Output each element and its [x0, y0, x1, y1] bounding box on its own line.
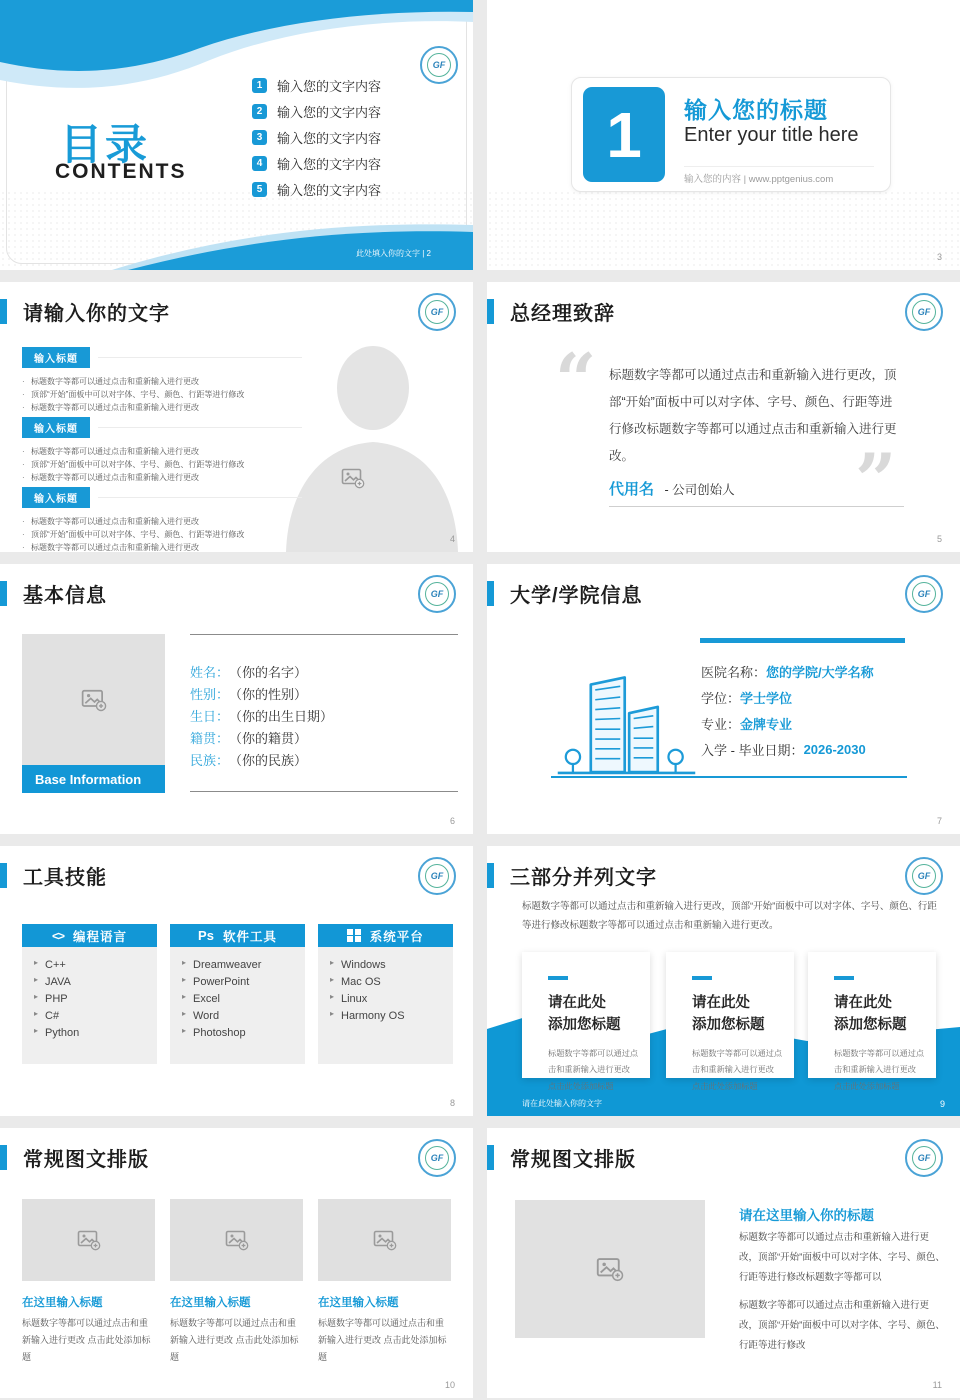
gallery-item — [170, 1199, 303, 1366]
slide-footer-text: 此处填入你的文字 | 2 — [356, 249, 431, 258]
skill-item: ▸ C++ — [34, 957, 157, 974]
skill-column-header — [170, 924, 305, 947]
slide-title: 工具技能 — [23, 867, 107, 889]
toc-list — [252, 72, 381, 202]
photo-placeholder[interactable] — [22, 634, 165, 765]
gallery-item-title: 在这里输入标题 — [22, 1297, 103, 1309]
skill-item: ▸ PHP — [34, 991, 157, 1008]
info-field-list — [190, 660, 333, 770]
divider-line — [190, 634, 458, 635]
card-title-line2: 添加您标题 — [548, 1017, 621, 1034]
content-heading: 请在这里输入你的标题 — [739, 1208, 874, 1223]
info-field-list — [701, 658, 874, 762]
quote-attribution — [609, 478, 735, 499]
open-quote-icon: “ — [555, 337, 597, 422]
field-value: 您的学院/大学名称 — [766, 664, 874, 680]
text-group — [22, 487, 302, 552]
card-accent-dash — [834, 976, 854, 980]
toc-number-badge: 2 — [252, 104, 267, 119]
text-group — [22, 417, 302, 485]
image-placeholder[interactable] — [515, 1200, 705, 1338]
toc-number-badge: 5 — [252, 182, 267, 197]
toc-number-badge: 1 — [252, 78, 267, 93]
school-logo-icon — [418, 857, 456, 895]
slide-thumbnail-three-parts[interactable] — [487, 846, 960, 1116]
info-row — [190, 748, 333, 770]
toc-label: 输入您的文字内容 — [277, 104, 382, 120]
page-number: 5 — [936, 534, 942, 544]
logo-monogram: GF — [912, 582, 936, 606]
content-paragraph: 标题数字等都可以通过点击和重新输入进行更改，顶部“开始”面板中可以对字体、字号、颜色、行距等进行修改 — [739, 1300, 945, 1351]
toc-label: 输入您的文字内容 — [277, 156, 382, 172]
content-card[interactable] — [808, 952, 936, 1091]
logo-monogram: GF — [912, 1146, 936, 1170]
section-title-en: Enter your title here — [684, 124, 859, 146]
card-body: 标题数字等都可以通过点击和重新输入进行更改 点击此处添加标题 — [548, 1048, 639, 1091]
toc-title-cn: 目录 — [60, 121, 151, 168]
title-accent-bar — [0, 1145, 7, 1170]
toc-number-badge: 4 — [252, 156, 267, 171]
group-chip: 输入标题 — [22, 487, 90, 508]
skill-item: ▸ Excel — [182, 991, 305, 1008]
skill-column-platforms — [318, 924, 453, 1064]
title-accent-bar — [487, 863, 494, 888]
slide-title: 总经理致辞 — [510, 303, 615, 325]
skill-column-header — [22, 924, 157, 947]
field-label: 入学 - 毕业日期： — [701, 742, 804, 758]
skill-header-label: 编程语言 — [73, 929, 128, 944]
slide-thumbnail-college-info[interactable] — [487, 564, 960, 834]
logo-monogram: GF — [912, 864, 936, 888]
content-card[interactable] — [522, 952, 650, 1091]
content-card[interactable] — [666, 952, 794, 1091]
logo-monogram: GF — [425, 864, 449, 888]
image-placeholder-icon — [81, 687, 107, 713]
bullet: · 顶部“开始”面板中可以对字体、字号、颜色、行距等进行修改 — [22, 388, 302, 401]
card-accent-dash — [548, 976, 568, 980]
bullet-list — [22, 445, 302, 485]
author-role: - 公司创始人 — [664, 483, 735, 497]
page-number: 4 — [449, 534, 455, 544]
slide-title: 三部分并列文字 — [510, 867, 657, 889]
section-subtitle: 输入您的内容 | www.pptgenius.com — [684, 166, 874, 185]
field-label: 学位： — [701, 690, 741, 706]
field-label: 籍贯： — [190, 730, 230, 746]
skill-column-programming — [22, 924, 157, 1064]
field-value: （你的性别） — [229, 686, 308, 702]
logo-monogram: GF — [425, 582, 449, 606]
school-logo-icon — [905, 857, 943, 895]
bullet: · 标题数字等都可以通过点击和重新输入进行更改 — [22, 515, 302, 528]
gallery-item-title: 在这里输入标题 — [170, 1297, 251, 1309]
image-placeholder-icon — [341, 466, 365, 490]
image-placeholder-icon — [596, 1255, 624, 1283]
slide-thumbnail-gallery[interactable] — [0, 1128, 473, 1398]
info-row — [190, 660, 333, 682]
section-number: 1 — [583, 87, 665, 182]
toc-number-badge: 3 — [252, 130, 267, 145]
skill-item: ▸ C# — [34, 1008, 157, 1025]
toc-item[interactable] — [252, 150, 381, 176]
gallery-item-body: 标题数字等都可以通过点击和重新输入进行更改 点击此处添加标题 — [22, 1318, 151, 1363]
slide-thumbnail-basic-info[interactable] — [0, 564, 473, 834]
gallery-item-body: 标题数字等都可以通过点击和重新输入进行更改 点击此处添加标题 — [170, 1318, 299, 1363]
slide-title: 常规图文排版 — [23, 1149, 149, 1171]
image-placeholder-icon — [77, 1228, 101, 1252]
school-logo-icon — [418, 1139, 456, 1177]
card-title — [548, 992, 640, 1037]
gallery-item — [22, 1199, 155, 1366]
dot-texture — [487, 190, 960, 270]
logo-monogram: GF — [912, 300, 936, 324]
image-placeholder[interactable] — [22, 1199, 155, 1281]
slide-thumbnail-image-text[interactable] — [487, 1128, 960, 1398]
top-wave-decoration — [0, 0, 473, 120]
card-title — [692, 992, 784, 1037]
gallery-item-body: 标题数字等都可以通过点击和重新输入进行更改 点击此处添加标题 — [318, 1318, 447, 1363]
skill-list — [170, 947, 305, 1064]
card-body: 标题数字等都可以通过点击和重新输入进行更改 点击此处添加标题 — [692, 1048, 783, 1091]
info-row — [190, 704, 333, 726]
card-title-line1: 请在此处 — [692, 995, 750, 1011]
field-value: （你的出生日期） — [229, 708, 334, 724]
toc-item[interactable] — [252, 124, 381, 150]
skill-item: ▸ Dreamweaver — [182, 957, 305, 974]
image-placeholder[interactable] — [170, 1199, 303, 1281]
bullet: · 标题数字等都可以通过点击和重新输入进行更改 — [22, 375, 302, 388]
bullet: · 标题数字等都可以通过点击和重新输入进行更改 — [22, 471, 302, 484]
group-chip: 输入标题 — [22, 417, 90, 438]
info-row — [701, 658, 874, 684]
group-chip: 输入标题 — [22, 347, 90, 368]
divider-line — [190, 791, 458, 792]
toc-item[interactable] — [252, 72, 381, 98]
skill-list — [318, 947, 453, 1064]
info-row — [190, 726, 333, 748]
card-title — [834, 992, 926, 1037]
logo-monogram: GF — [425, 1146, 449, 1170]
school-logo-icon — [905, 293, 943, 331]
card-accent-dash — [692, 976, 712, 980]
skill-header-label: 软件工具 — [222, 929, 277, 944]
skill-item: ▸ Windows — [330, 957, 453, 974]
info-row — [190, 682, 333, 704]
intro-paragraph: 标题数字等都可以通过点击和重新输入进行更改，顶部“开始”面板中可以对字体、字号、颜色、行距等进行修改标题数字等都可以通过点击和重新输入进行更改。 — [522, 901, 937, 931]
page-number: 7 — [936, 816, 942, 826]
school-logo-icon — [418, 293, 456, 331]
info-row — [701, 684, 874, 710]
bullet: · 标题数字等都可以通过点击和重新输入进行更改 — [22, 445, 302, 458]
title-accent-bar — [0, 581, 7, 606]
close-quote-icon: ” — [855, 437, 897, 522]
field-label: 民族： — [190, 752, 230, 768]
accent-line — [551, 776, 907, 778]
toc-label: 输入您的文字内容 — [277, 78, 382, 94]
page-number: 3 — [936, 252, 942, 262]
card-title-line1: 请在此处 — [548, 995, 606, 1011]
skill-column-header — [318, 924, 453, 947]
skill-item: ▸ Harmony OS — [330, 1008, 453, 1025]
bullet: · 标题数字等都可以通过点击和重新输入进行更改 — [22, 401, 302, 414]
image-placeholder[interactable] — [318, 1199, 451, 1281]
toc-label: 输入您的文字内容 — [277, 130, 382, 146]
skill-column-software — [170, 924, 305, 1064]
section-title-cn: 输入您的标题 — [684, 97, 828, 123]
bullet-list — [22, 375, 302, 415]
field-label: 性别： — [190, 686, 230, 702]
slide-title: 基本信息 — [23, 585, 107, 607]
windows-icon — [347, 929, 361, 943]
slide-thumbnail-toc[interactable] — [0, 0, 473, 270]
section-title-card — [571, 77, 891, 192]
slide-title: 请输入你的文字 — [23, 303, 170, 325]
info-row — [701, 710, 874, 736]
page-number: 10 — [444, 1380, 455, 1390]
gallery-item-title: 在这里输入标题 — [318, 1297, 399, 1309]
field-value: 2026-2030 — [803, 741, 866, 757]
bullet: · 顶部“开始”面板中可以对字体、字号、颜色、行距等进行修改 — [22, 458, 302, 471]
card-title-line1: 请在此处 — [834, 995, 892, 1011]
title-accent-bar — [487, 1145, 494, 1170]
skill-header-label: 系统平台 — [369, 929, 424, 944]
page-number: 8 — [449, 1098, 455, 1108]
skill-item: ▸ Linux — [330, 991, 453, 1008]
image-placeholder-icon — [373, 1228, 397, 1252]
content-paragraph: 标题数字等都可以通过点击和重新输入进行更改，顶部“开始”面板中可以对字体、字号、颜色、行距等进行修改标题数字等都可以 — [739, 1232, 945, 1283]
bullet: · 顶部“开始”面板中可以对字体、字号、颜色、行距等进行修改 — [22, 528, 302, 541]
slide-title: 常规图文排版 — [510, 1149, 636, 1171]
quote-text: 标题数字等都可以通过点击和重新输入进行更改，顶部“开始”面板中可以对字体、字号、颜色、行距等进行修改标题数字等都可以通过点击和重新输入进行更改。 — [609, 368, 897, 463]
info-row — [701, 736, 874, 762]
school-logo-icon — [905, 1139, 943, 1177]
toc-title-en: CONTENTS — [55, 160, 187, 183]
slide-thumbnail-speech[interactable] — [487, 282, 960, 552]
bottom-wave-decoration — [0, 215, 473, 270]
school-logo-icon — [420, 46, 458, 84]
field-value: （你的名字） — [229, 664, 308, 680]
field-value: （你的民族） — [229, 752, 308, 768]
text-group — [22, 347, 302, 415]
skill-list — [22, 947, 157, 1064]
field-value: 金牌专业 — [740, 716, 793, 732]
toc-item[interactable] — [252, 176, 381, 202]
field-label: 专业： — [701, 716, 741, 732]
photo-caption-banner: Base Information — [22, 765, 165, 793]
school-logo-icon — [905, 575, 943, 613]
title-accent-bar — [0, 863, 7, 888]
skill-item: ▸ JAVA — [34, 974, 157, 991]
slide-thumbnail-section[interactable] — [487, 0, 960, 270]
slide-thumbnail-profile[interactable] — [0, 282, 473, 552]
skill-item: ▸ Word — [182, 1008, 305, 1025]
skill-item: ▸ Python — [34, 1025, 157, 1042]
skill-item: ▸ Mac OS — [330, 974, 453, 991]
card-title-line2: 添加您标题 — [834, 1017, 907, 1034]
page-number: 6 — [449, 816, 455, 826]
toc-item[interactable] — [252, 98, 381, 124]
skill-item: ▸ PowerPoint — [182, 974, 305, 991]
slide-thumbnail-skills[interactable] — [0, 846, 473, 1116]
accent-bar — [700, 638, 905, 643]
page-number: 11 — [932, 1380, 942, 1390]
page-number: 9 — [939, 1099, 945, 1109]
field-label: 生日： — [190, 708, 230, 724]
field-value: （你的籍贯） — [229, 730, 308, 746]
toc-label: 输入您的文字内容 — [277, 182, 382, 198]
gallery-item — [318, 1199, 451, 1366]
field-label: 医院名称： — [701, 664, 767, 680]
author-name: 代用名 — [609, 481, 655, 498]
logo-monogram: GF — [425, 300, 449, 324]
school-logo-icon — [418, 575, 456, 613]
card-title-line2: 添加您标题 — [692, 1017, 765, 1034]
card-body: 标题数字等都可以通过点击和重新输入进行更改 点击此处添加标题 — [834, 1048, 925, 1091]
field-label: 姓名： — [190, 664, 230, 680]
title-accent-bar — [487, 581, 494, 606]
field-value: 学士学位 — [740, 690, 793, 706]
slide-title: 大学/学院信息 — [510, 585, 643, 607]
bullet-list — [22, 515, 302, 552]
buildings-icon — [549, 656, 704, 781]
code-icon: <> — [51, 928, 64, 943]
slide-footer-text: 请在此处输入你的文字 — [522, 1099, 602, 1108]
skill-item: ▸ Photoshop — [182, 1025, 305, 1042]
bullet: · 标题数字等都可以通过点击和重新输入进行更改 — [22, 541, 302, 552]
photoshop-icon: Ps — [198, 928, 214, 943]
title-accent-bar — [487, 299, 494, 324]
logo-monogram: GF — [427, 53, 451, 77]
image-placeholder-icon — [225, 1228, 249, 1252]
title-accent-bar — [0, 299, 7, 324]
